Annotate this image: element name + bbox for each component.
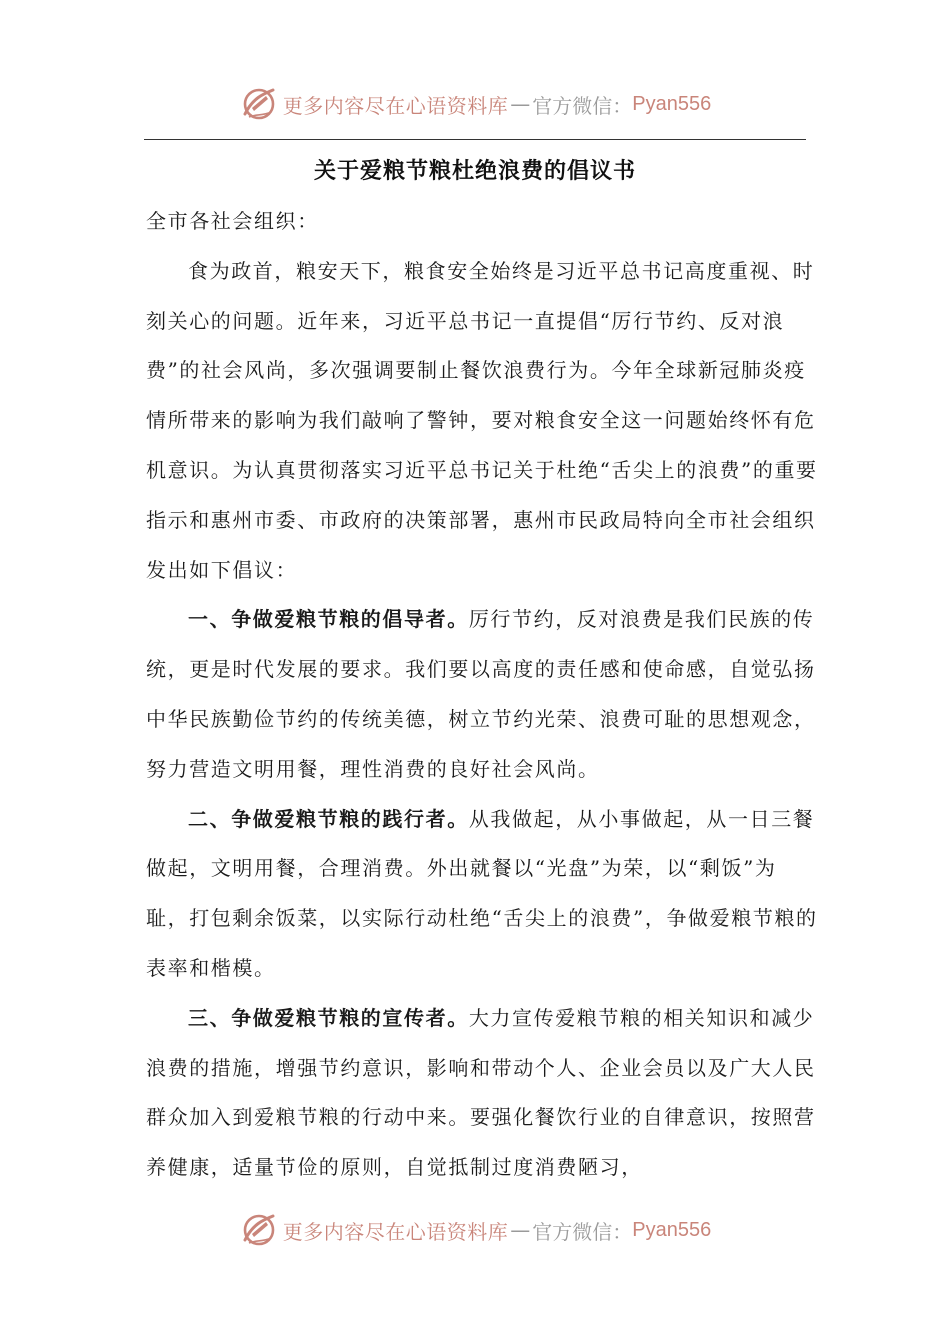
banner-separator: — bbox=[510, 92, 531, 116]
banner-separator: — bbox=[510, 1218, 531, 1242]
footer-banner bbox=[0, 1208, 950, 1252]
banner-wechat-id: Pyan556 bbox=[632, 1218, 712, 1241]
point-paragraph-3 bbox=[146, 994, 818, 1193]
point-heading-2: 二、争做爱粮节粮的践行者。 bbox=[188, 806, 469, 831]
pen-swirl-logo-icon bbox=[239, 84, 279, 124]
intro-paragraph: 食为政首，粮安天下，粮食安全始终是习近平总书记高度重视、时刻关心的问题。近年来，习近平总书记一直提倡“厉行节约、反对浪费”的社会风尚，多次强调要制止餐饮浪费行为。今年全球新冠肺炎疫情所带来的影响为我们敲响了警钟，要对粮食安全这一问题始终怀有危机意识。为认真贯彻落实习近平总书记关于杜绝“舌尖上的浪费”的重要指示和惠州市委、市政府的决策部署，惠州市民政局特向全市社会组织发出如下倡议： bbox=[146, 258, 818, 582]
point-paragraph-2 bbox=[146, 795, 818, 994]
banner-wechat-label: 官方微信： bbox=[532, 1219, 633, 1244]
salutation: 全市各社会组织： bbox=[146, 209, 319, 233]
header-divider bbox=[144, 139, 806, 140]
banner-wechat-label: 官方微信： bbox=[532, 93, 633, 118]
banner-site-text: 更多内容尽在心语资料库 bbox=[282, 93, 509, 118]
pen-swirl-logo-icon bbox=[239, 1210, 279, 1250]
point-heading-1: 一、争做爱粮节粮的倡导者。 bbox=[188, 607, 469, 632]
banner-wechat-id: Pyan556 bbox=[632, 92, 712, 115]
point-heading-3: 三、争做爱粮节粮的宣传者。 bbox=[188, 1005, 469, 1030]
banner-site-text: 更多内容尽在心语资料库 bbox=[282, 1219, 509, 1244]
point-text-1: 厉行节约，反对浪费是我们民族的传统，更是时代发展的要求。我们要以高度的责任感和使命感，自觉弘扬中华民族勤俭节约的传统美德，树立节约光荣、浪费可耻的思想观念，努力营造文明用餐，理性消费的良好社会风尚。 bbox=[146, 607, 816, 781]
point-text-2: 从我做起，从小事做起，从一日三餐做起，文明用餐，合理消费。外出就餐以“光盘”为荣，以“剩饭”为耻，打包剩余饭菜，以实际行动杜绝“舌尖上的浪费”，争做爱粮节粮的表率和楷模。 bbox=[146, 806, 818, 980]
point-text-3: 大力宣传爱粮节粮的相关知识和减少浪费的措施，增强节约意识，影响和带动个人、企业会员以及广大人民群众加入到爱粮节粮的行动中来。要强化餐饮行业的自律意识，按照营养健康，适量节俭的原则，自觉抵制过度消费陋习， bbox=[146, 1005, 816, 1180]
header-banner bbox=[0, 82, 950, 126]
document-body bbox=[146, 197, 818, 1193]
point-paragraph-1 bbox=[146, 595, 818, 794]
document-title: 关于爱粮节粮杜绝浪费的倡议书 bbox=[313, 158, 636, 184]
